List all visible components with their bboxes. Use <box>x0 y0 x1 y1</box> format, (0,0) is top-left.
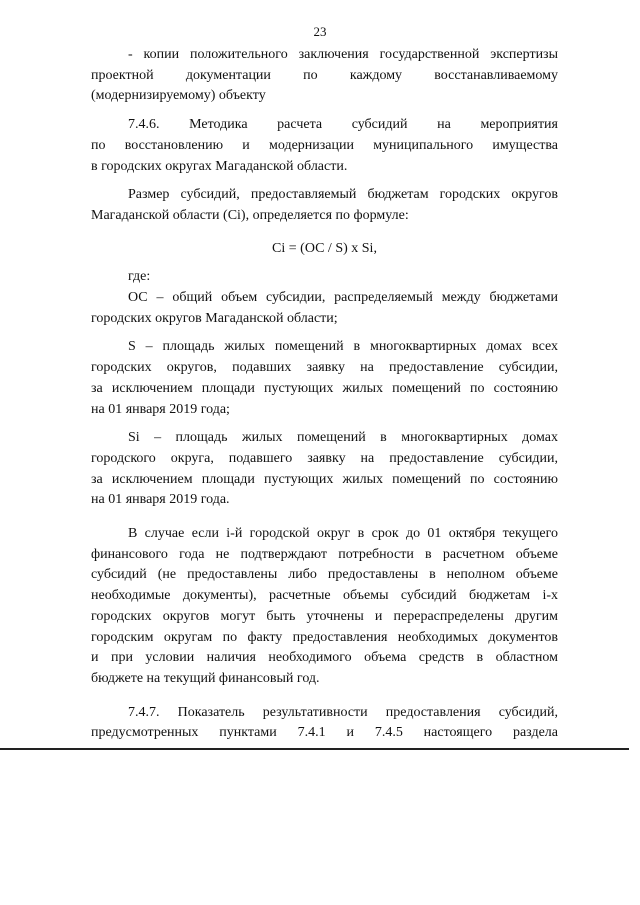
paragraph-subsidy-size <box>91 185 558 226</box>
spacer <box>91 511 558 524</box>
text-line: городских округов, подавших заявку на предоставление субсидии, <box>91 360 558 376</box>
text-line: предусмотренных пунктами 7.4.1 и 7.4.5 настоящего раздела <box>91 725 558 741</box>
text-line: городского округа, подавшего заявку на предоставление субсидии, <box>91 450 558 466</box>
text-line: субсидий (не предоставлены либо предоставлены в неполном объеме <box>91 567 558 583</box>
footer-divider <box>0 748 629 750</box>
paragraph-s-definition <box>91 337 558 420</box>
paragraph-redistribution <box>91 524 558 690</box>
text-line: S – площадь жилых помещений в многоквартирных домах всех <box>128 339 558 355</box>
text-line: бюджете на текущий финансовый год. <box>91 670 320 686</box>
paragraph-where <box>91 267 558 288</box>
text-line: за исключением площади пустующих жилых помещений по состоянию <box>91 380 558 396</box>
page-number: 23 <box>313 24 327 39</box>
text-line: (модернизируемому) объекту <box>91 88 266 104</box>
spacer <box>91 690 558 703</box>
paragraph-section-7-4-7 <box>91 703 558 744</box>
paragraph-si-definition <box>91 428 558 511</box>
text-line: 7.4.7. Показатель результативности предоставления субсидий, <box>128 704 558 720</box>
text-line: финансового года не подтверждают потребности в расчетном объеме <box>91 546 558 562</box>
text-line: В случае если i-й городской округ в срок до 01 октября текущего <box>128 526 558 542</box>
paragraph-section-7-4-6 <box>91 115 558 177</box>
text-line: городских округов могут быть уточнены и перераспределены другим <box>91 608 558 624</box>
text-line: ОС – общий объем субсидии, распределяемый между бюджетами <box>128 290 558 306</box>
spacer <box>91 107 558 115</box>
text-line: где: <box>128 269 151 285</box>
spacer <box>91 420 558 428</box>
paragraph-oc-definition <box>91 288 558 329</box>
paragraph-expertise-copies <box>91 45 558 107</box>
text-line: необходимые документы), расчетные объемы субсидий бюджетам i-х <box>91 588 558 604</box>
text-line: Магаданской области (Ci), определяется по формуле: <box>91 207 409 223</box>
text-line: Si – площадь жилых помещений в многоквартирных домах <box>128 430 558 446</box>
text-line: за исключением площади пустующих жилых помещений по состоянию <box>91 471 558 487</box>
text-line: по восстановлению и модернизации муниципального имущества <box>91 137 558 153</box>
formula: Ci = (ОС / S) x Si, <box>272 240 377 256</box>
text-line: Размер субсидий, предоставляемый бюджетам городских округов <box>128 187 558 203</box>
text-line: проектной документации по каждому восстанавливаемому <box>91 67 558 83</box>
text-line: в городских округах Магаданской области. <box>91 158 348 174</box>
spacer <box>91 329 558 337</box>
text-line: на 01 января 2019 года; <box>91 401 230 417</box>
text-line: - копии положительного заключения государственной экспертизы <box>128 47 558 62</box>
text-line: городским округам по факту предоставления необходимых документов <box>91 629 558 645</box>
text-line: на 01 января 2019 года. <box>91 492 230 508</box>
document-body <box>91 45 558 744</box>
text-line: и при условии наличия необходимого объема средств в областном <box>91 650 558 666</box>
text-line: городских округов Магаданской области; <box>91 310 338 326</box>
text-line: 7.4.6. Методика расчета субсидий на мероприятия <box>128 117 558 133</box>
spacer <box>91 177 558 185</box>
